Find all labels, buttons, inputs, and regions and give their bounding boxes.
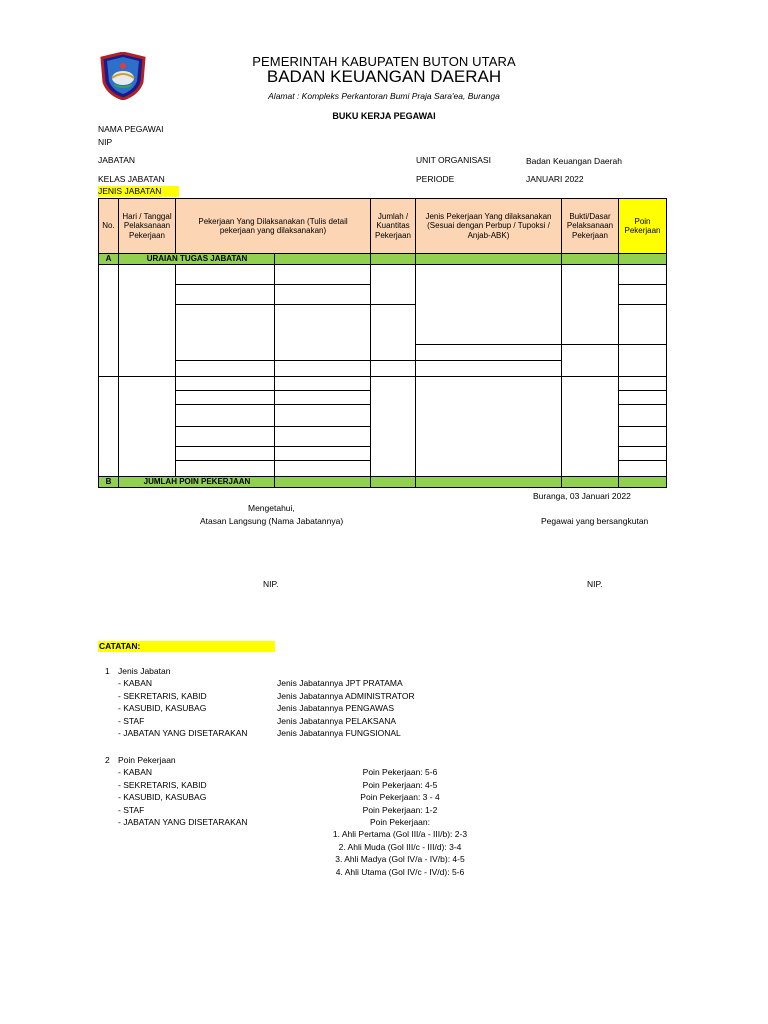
- table-row: [99, 377, 667, 391]
- pegawai-label: Pegawai yang bersangkutan: [541, 516, 649, 526]
- section-b-label: JUMLAH POIN PEKERJAAN: [119, 477, 275, 488]
- list-item-value: Poin Pekerjaan: 3 - 4: [360, 792, 440, 803]
- col-bukti-dasar: Bukti/Dasar Pelaksanaan Pekerjaan: [562, 199, 619, 254]
- list-item-role: - STAF: [118, 715, 145, 726]
- col-jumlah: Jumlah / Kuantitas Pekerjaan: [371, 199, 416, 254]
- list-item-role: - SEKRETARIS, KABID: [118, 690, 207, 701]
- note-2-title: Poin Pekerjaan: [118, 755, 176, 765]
- list-item-role: - KABAN: [118, 767, 153, 777]
- catatan-title: CATATAN:: [99, 641, 141, 651]
- unit-organisasi-value: Badan Keuangan Daerah: [526, 156, 622, 166]
- atasan-label: Atasan Langsung (Nama Jabatannya): [200, 516, 344, 526]
- list-item-value: Jenis Jabatannya PELAKSANA: [277, 715, 397, 726]
- nip-right: NIP.: [587, 579, 603, 589]
- work-log-table: [98, 198, 667, 488]
- section-b-row: [99, 477, 667, 488]
- jenis-jabatan-label: JENIS JABATAN: [98, 186, 162, 196]
- list-item-value: Jenis Jabatannya PENGAWAS: [277, 703, 395, 714]
- col-hari-tanggal: Hari / Tanggal Pelaksanaan Pekerjaan: [119, 199, 176, 254]
- kelas-jabatan-label: KELAS JABATAN: [98, 174, 165, 184]
- place-date: Buranga, 03 Januari 2022: [533, 491, 631, 501]
- list-item-role: - KABAN: [118, 678, 153, 688]
- note-1-title: Jenis Jabatan: [118, 666, 171, 676]
- section-a-label: URAIAN TUGAS JABATAN: [119, 254, 275, 265]
- list-item-role: - KASUBID, KASUBAG: [118, 703, 207, 714]
- list-item-value: Jenis Jabatannya FUNGSIONAL: [277, 728, 401, 739]
- section-b-code: B: [99, 477, 119, 488]
- table-header-row: [99, 199, 667, 254]
- no-cell[interactable]: [99, 377, 119, 477]
- nama-pegawai-label: NAMA PEGAWAI: [98, 124, 164, 134]
- section-a-code: A: [99, 254, 119, 265]
- total-poin-cell[interactable]: [619, 477, 667, 488]
- agency-name: BADAN KEUANGAN DAERAH: [266, 67, 502, 86]
- list-item-value: Poin Pekerjaan: 5-6: [362, 767, 438, 777]
- list-item-value: Jenis Jabatannya JPT PRATAMA: [277, 678, 403, 688]
- list-item-role: - JABATAN YANG DISETARAKAN: [118, 728, 248, 739]
- jabatan-label: JABATAN: [98, 155, 135, 165]
- list-item-role: - STAF: [118, 804, 145, 815]
- table-row: [99, 265, 667, 285]
- nip-label: NIP: [98, 137, 113, 147]
- list-item-value: Poin Pekerjaan: 1-2: [362, 804, 438, 815]
- list-item-role: - SEKRETARIS, KABID: [118, 779, 207, 790]
- date-cell[interactable]: [119, 265, 176, 377]
- list-item: 4. Ahli Utama (Gol IV/c - IV/d): 5-6: [335, 866, 465, 877]
- list-item-value: Jenis Jabatannya ADMINISTRATOR: [277, 690, 415, 701]
- periode-label: PERIODE: [416, 174, 455, 184]
- note-1-number: 1: [105, 666, 110, 676]
- no-cell[interactable]: [99, 265, 119, 377]
- col-jenis-pekerjaan: Jenis Pekerjaan Yang dilaksanakan (Sesuai dengan Perbup / Tupoksi / Anjab-ABK): [416, 199, 562, 254]
- government-name: PEMERINTAH KABUPATEN BUTON UTARA: [252, 54, 516, 69]
- date-cell[interactable]: [119, 377, 176, 477]
- list-item: 1. Ahli Pertama (Gol III/a - III/b): 2-3: [332, 829, 468, 839]
- document-title: BUKU KERJA PEGAWAI: [332, 111, 436, 121]
- address: Alamat : Kompleks Perkantoran Bumi Praja Sara'ea, Buranga: [268, 91, 500, 101]
- list-item-role: - KASUBID, KASUBAG: [118, 792, 207, 803]
- section-a-row: [99, 254, 667, 265]
- list-item: 3. Ahli Madya (Gol IV/a - IV/b): 4-5: [335, 854, 465, 865]
- mengetahui-label: Mengetahui,: [248, 503, 295, 513]
- col-pekerjaan: Pekerjaan Yang Dilaksanakan (Tulis detail pekerjaan yang dilaksanakan): [176, 199, 371, 254]
- col-poin-pekerjaan: Poin Pekerjaan: [619, 199, 667, 254]
- list-item-value: Poin Pekerjaan: 4-5: [362, 779, 438, 790]
- list-item-role: - JABATAN YANG DISETARAKAN: [118, 817, 248, 828]
- unit-organisasi-label: UNIT ORGANISASI: [416, 155, 491, 165]
- list-item-value: Poin Pekerjaan:: [369, 817, 430, 828]
- nip-left: NIP.: [263, 579, 279, 589]
- col-no: No.: [99, 199, 119, 254]
- periode-value: JANUARI 2022: [526, 174, 584, 184]
- list-item: 2. Ahli Muda (Gol III/c - III/d): 3-4: [338, 841, 462, 852]
- note-2-number: 2: [105, 755, 110, 765]
